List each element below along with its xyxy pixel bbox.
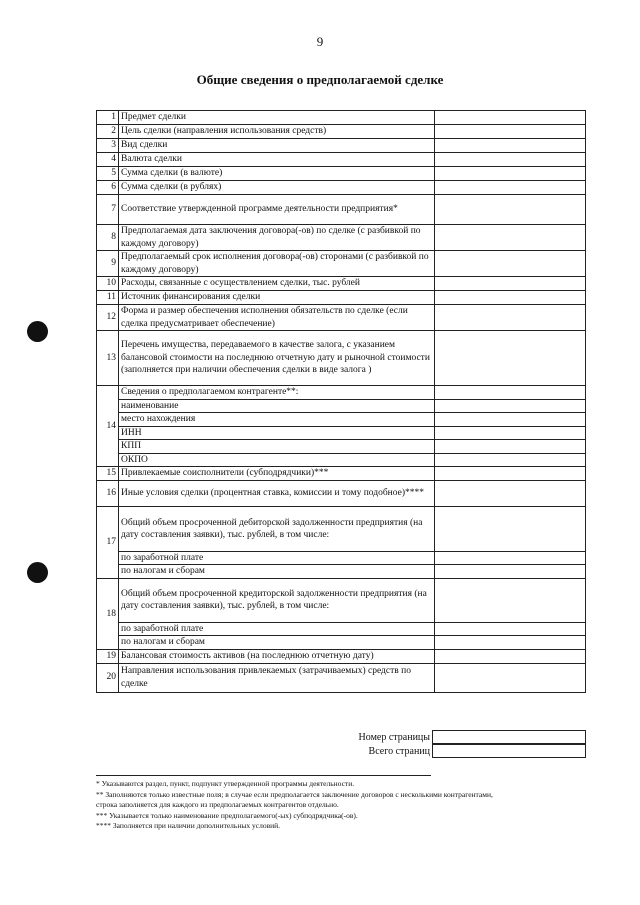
row-label: Сумма сделки (в рублях)	[119, 181, 435, 195]
table-row	[97, 578, 586, 622]
table-row	[97, 111, 586, 125]
row-value-cell[interactable]	[435, 167, 586, 181]
table-row	[97, 153, 586, 167]
subrow-value-cell[interactable]	[435, 440, 586, 453]
table-row	[97, 305, 586, 331]
total-pages-label: Всего страниц	[368, 745, 430, 757]
table-subrow	[97, 565, 586, 578]
row-number: 9	[97, 251, 119, 277]
row-label: Форма и размер обеспечения исполнения обязательств по сделке (если сделка предусматривает обеспечение)	[119, 305, 435, 331]
row-number: 4	[97, 153, 119, 167]
table-row	[97, 277, 586, 291]
row-label: Предполагаемый срок исполнения договора(-ов) сторонами (с разбивкой по каждому договору)	[119, 251, 435, 277]
table-row	[97, 167, 586, 181]
table-row	[97, 125, 586, 139]
row-label: Общий объем просроченной кредиторской задолженности предприятия (на дату составления заявки), тыс. рублей, в том числе:	[119, 578, 435, 622]
row-label: Иные условия сделки (процентная ставка, комиссии и тому подобное)****	[119, 481, 435, 507]
row-label: Сведения о предполагаемом контрагенте**:	[119, 386, 435, 400]
table-subrow	[97, 636, 586, 649]
row-label: Балансовая стоимость активов (на последнюю отчетную дату)	[119, 649, 435, 663]
row-number: 8	[97, 225, 119, 251]
footnotes	[96, 779, 596, 832]
footnote-divider	[96, 775, 431, 776]
row-label: Расходы, связанные с осуществлением сделки, тыс. рублей	[119, 277, 435, 291]
subrow-value-cell[interactable]	[435, 426, 586, 439]
row-value-cell[interactable]	[435, 277, 586, 291]
deal-info-table	[96, 110, 586, 693]
row-label: Цель сделки (направления использования средств)	[119, 125, 435, 139]
row-number: 6	[97, 181, 119, 195]
row-label: Перечень имущества, передаваемого в качестве залога, с указанием балансовой стоимости на последнюю отчетную дату и рыночной стоимости (заполняется при наличии обеспечения сделки в виде залога )	[119, 331, 435, 386]
page-number: 9	[316, 34, 324, 49]
row-value-cell[interactable]	[435, 578, 586, 622]
table-row	[97, 507, 586, 552]
row-value-cell[interactable]	[435, 111, 586, 125]
table-row	[97, 225, 586, 251]
table-row	[97, 195, 586, 225]
subrow-label: по заработной плате	[119, 622, 435, 635]
subrow-value-cell[interactable]	[435, 413, 586, 426]
subrow-label: по налогам и сборам	[119, 565, 435, 578]
row-label: Привлекаемые соисполнители (субподрядчики)***	[119, 467, 435, 481]
row-number: 15	[97, 467, 119, 481]
row-number: 11	[97, 291, 119, 305]
row-value-cell[interactable]	[435, 225, 586, 251]
total-pages-row	[300, 744, 586, 758]
row-value-cell[interactable]	[435, 153, 586, 167]
row-value-cell[interactable]	[435, 139, 586, 153]
subrow-label: по заработной плате	[119, 552, 435, 565]
row-label: Предполагаемая дата заключения договора(-ов) по сделке (с разбивкой по каждому договору)	[119, 225, 435, 251]
row-number: 14	[97, 386, 119, 467]
row-number: 3	[97, 139, 119, 153]
table-row	[97, 181, 586, 195]
row-value-cell[interactable]	[435, 481, 586, 507]
subrow-value-cell[interactable]	[435, 453, 586, 466]
row-value-cell[interactable]	[435, 125, 586, 139]
row-value-cell[interactable]	[435, 305, 586, 331]
footnote: строка заполняется для каждого из предполагаемых контрагентов отдельно.	[96, 800, 339, 809]
row-number: 10	[97, 277, 119, 291]
table-row	[97, 649, 586, 663]
table-row	[97, 291, 586, 305]
row-number: 12	[97, 305, 119, 331]
footnote: ** Заполняются только известные поля; в случае если предполагается заключение договоров с несколькими контрагентами,	[96, 789, 493, 799]
subrow-value-cell[interactable]	[435, 552, 586, 565]
page-number-row	[300, 730, 586, 744]
row-number: 1	[97, 111, 119, 125]
subrow-value-cell[interactable]	[435, 636, 586, 649]
table-subrow	[97, 552, 586, 565]
row-value-cell[interactable]	[435, 507, 586, 552]
row-number: 20	[97, 663, 119, 692]
row-number: 7	[97, 195, 119, 225]
row-value-cell[interactable]	[435, 331, 586, 386]
row-number: 17	[97, 507, 119, 579]
table-row	[97, 467, 586, 481]
row-label: Вид сделки	[119, 139, 435, 153]
page-number-label: Номер страницы	[358, 731, 430, 743]
row-label: Сумма сделки (в валюте)	[119, 167, 435, 181]
table-row	[97, 331, 586, 386]
subrow-value-cell[interactable]	[435, 565, 586, 578]
page-number-field[interactable]	[432, 730, 586, 744]
row-value-cell[interactable]	[435, 181, 586, 195]
row-label: Предмет сделки	[119, 111, 435, 125]
row-number: 18	[97, 578, 119, 649]
page-counter-block	[300, 730, 586, 758]
punch-hole	[27, 562, 48, 583]
subrow-label: ОКПО	[119, 453, 435, 466]
row-value-cell[interactable]	[435, 649, 586, 663]
footnote: **** Заполняется при наличии дополнительных условий.	[96, 821, 281, 830]
row-value-cell[interactable]	[435, 663, 586, 692]
table-subrow	[97, 400, 586, 413]
row-label: Направления использования привлекаемых (затрачиваемых) средств по сделке	[119, 663, 435, 692]
table-subrow	[97, 413, 586, 426]
table-row	[97, 139, 586, 153]
subrow-label: наименование	[119, 400, 435, 413]
document-title: Общие сведения о предполагаемой сделке	[196, 72, 444, 87]
row-number: 16	[97, 481, 119, 507]
row-value-cell[interactable]	[435, 291, 586, 305]
table-subrow	[97, 622, 586, 635]
table-subrow	[97, 440, 586, 453]
row-label: Соответствие утвержденной программе деятельности предприятия*	[119, 195, 435, 225]
table-row	[97, 386, 586, 400]
row-number: 19	[97, 649, 119, 663]
total-pages-field[interactable]	[432, 744, 586, 758]
row-number: 13	[97, 331, 119, 386]
row-label: Источник финансирования сделки	[119, 291, 435, 305]
row-label: Валюта сделки	[119, 153, 435, 167]
row-value-cell[interactable]	[435, 467, 586, 481]
subrow-label: по налогам и сборам	[119, 636, 435, 649]
subrow-label: место нахождения	[119, 413, 435, 426]
footnote: *** Указывается только наименование предполагаемого(-ых) субподрядчика(-ов).	[96, 810, 358, 820]
subrow-label: КПП	[119, 440, 435, 453]
subrow-label: ИНН	[119, 426, 435, 439]
subrow-value-cell[interactable]	[435, 622, 586, 635]
row-value-cell[interactable]	[435, 195, 586, 225]
table-row	[97, 481, 586, 507]
table-row	[97, 663, 586, 692]
row-value-cell[interactable]	[435, 251, 586, 277]
punch-hole	[27, 321, 48, 342]
row-value-cell[interactable]	[435, 386, 586, 400]
row-number: 2	[97, 125, 119, 139]
table-row	[97, 251, 586, 277]
table-subrow	[97, 453, 586, 466]
row-number: 5	[97, 167, 119, 181]
subrow-value-cell[interactable]	[435, 400, 586, 413]
table-subrow	[97, 426, 586, 439]
footnote: * Указываются раздел, пункт, подпункт утвержденной программы деятельности.	[96, 779, 355, 788]
row-label: Общий объем просроченной дебиторской задолженности предприятия (на дату составления заявки), тыс. рублей, в том числе:	[119, 507, 435, 552]
